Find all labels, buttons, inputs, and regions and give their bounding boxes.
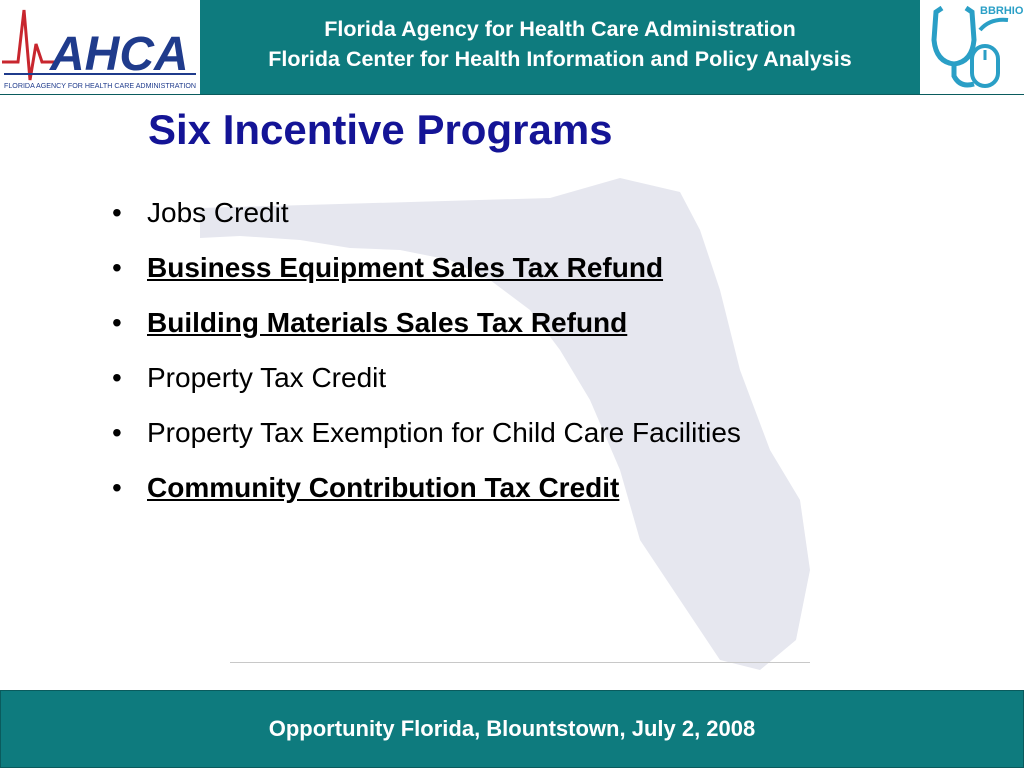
header-line-agency: Florida Agency for Health Care Administration [324,17,796,41]
slide-title: Six Incentive Programs [148,106,613,153]
slide-header [0,0,1024,95]
bullet-icon: • [112,362,122,393]
list-item[interactable] [112,306,802,339]
bullet-icon: • [112,252,122,283]
list-item-text: Jobs Credit [147,197,289,228]
bbrhio-logo-text: BBRHIO [980,5,1024,17]
list-item[interactable] [112,251,802,284]
list-item-text: Property Tax Exemption for Child Care Facilities [147,417,741,448]
ahca-logo-text: AHCA [50,28,189,81]
footer-text: Opportunity Florida, Blountstown, July 2, 2008 [268,716,756,741]
ahca-logo-subtitle: FLORIDA AGENCY FOR HEALTH CARE ADMINISTRATION [4,81,196,90]
heartbeat-icon [2,10,56,80]
bullet-icon: • [112,197,122,228]
list-item[interactable] [112,471,802,504]
header-title [205,14,915,74]
slide-footer [0,690,1024,768]
stethoscope-icon [934,8,974,64]
header-line-center: Florida Center for Health Information and Policy Analysis [268,47,852,71]
list-item-text: Property Tax Credit [147,362,387,393]
list-item [112,361,802,394]
ahca-logo [0,0,200,94]
list-item [112,196,802,229]
incentive-list [112,196,802,504]
business-equipment-link[interactable]: Business Equipment Sales Tax Refund [147,252,664,283]
list-item [112,416,802,449]
community-contribution-link[interactable]: Community Contribution Tax Credit [147,472,620,503]
bullet-icon: • [112,417,122,448]
divider [230,662,810,663]
bullet-icon: • [112,307,122,338]
bbrhio-logo [920,0,1024,94]
bullet-icon: • [112,472,122,503]
building-materials-link[interactable]: Building Materials Sales Tax Refund [147,307,628,338]
